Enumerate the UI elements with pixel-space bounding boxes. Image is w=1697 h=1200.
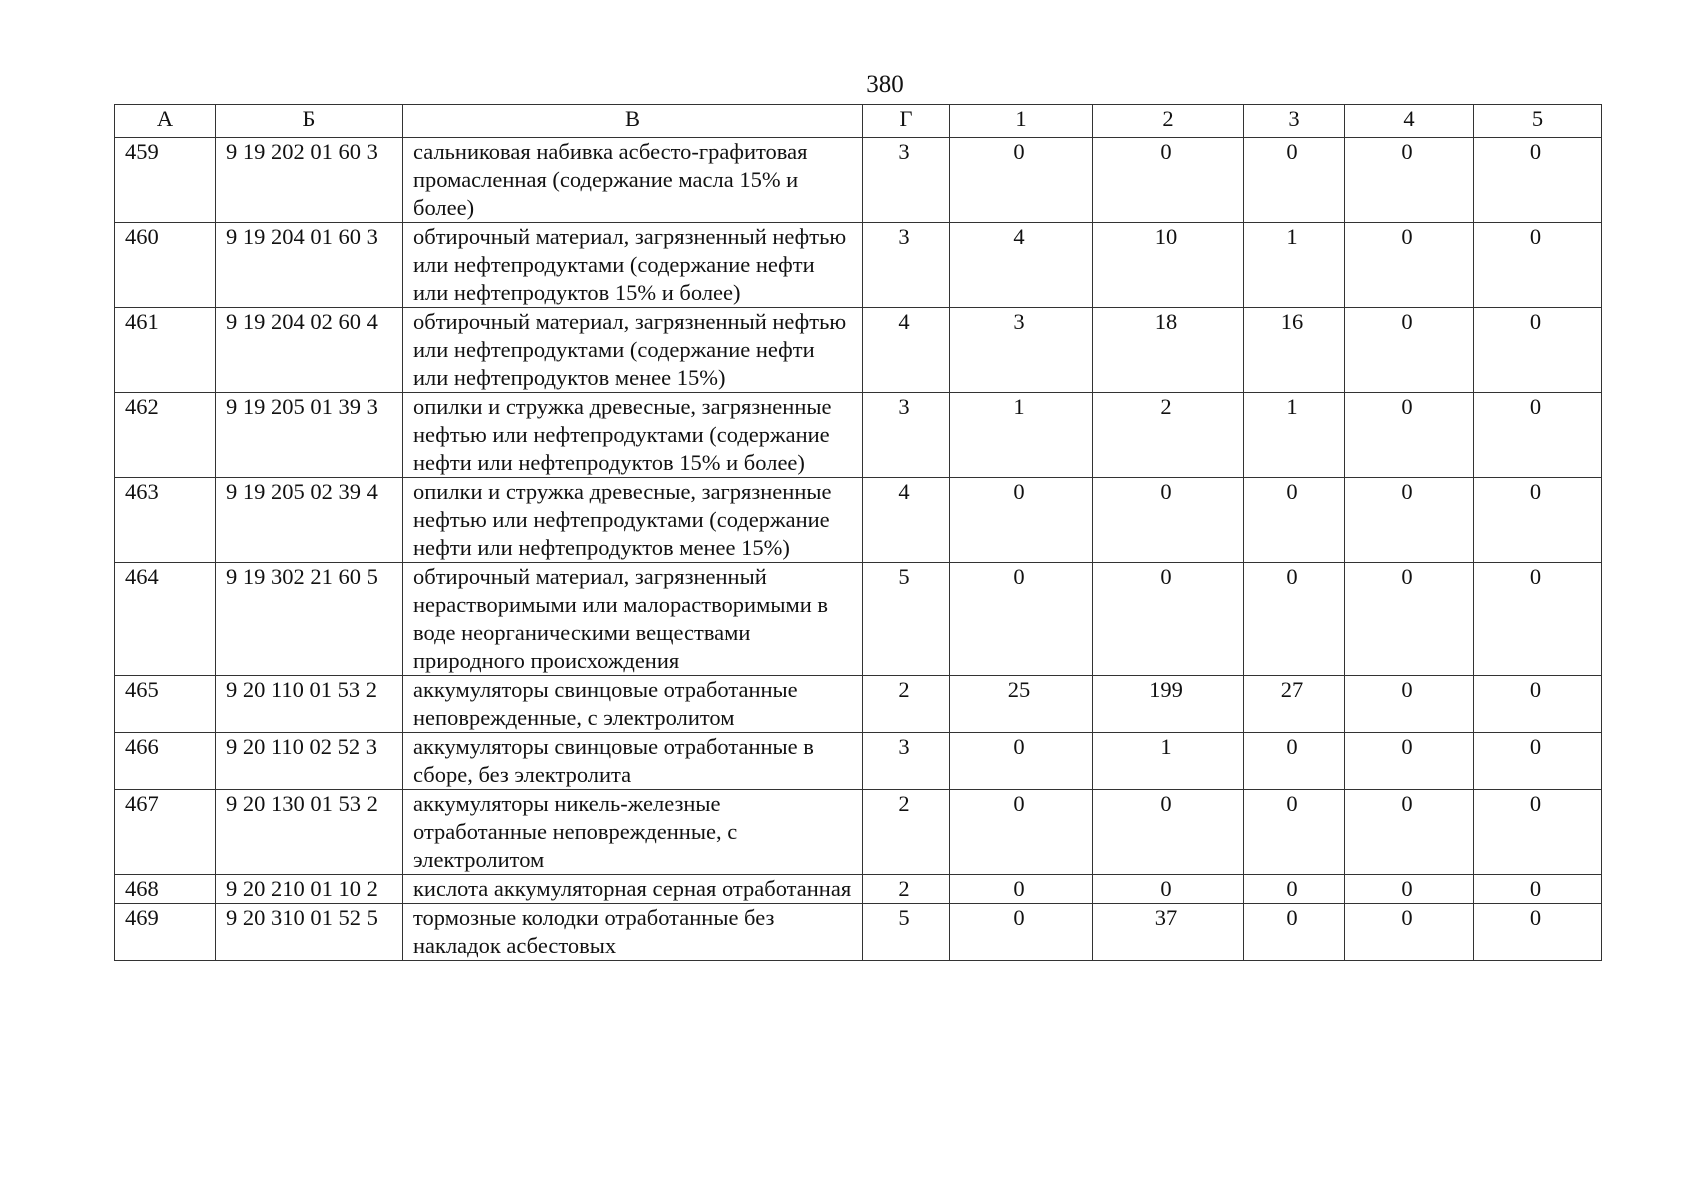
table-row — [115, 308, 1602, 393]
value-col-1: 0 — [950, 138, 1093, 223]
value-col-1: 0 — [950, 733, 1093, 790]
value-col-2: 0 — [1093, 875, 1244, 904]
value-col-2: 199 — [1093, 676, 1244, 733]
row-number: 462 — [115, 393, 216, 478]
value-col-4: 0 — [1345, 563, 1474, 676]
row-number: 464 — [115, 563, 216, 676]
waste-code: 9 20 110 02 52 3 — [216, 733, 403, 790]
table-row — [115, 676, 1602, 733]
value-col-4: 0 — [1345, 733, 1474, 790]
hazard-class: 5 — [863, 563, 950, 676]
waste-name: обтирочный материал, загрязненный нефтью или нефтепродуктами (содержание нефти или нефтепродуктов 15% и более) — [403, 223, 863, 308]
waste-name: аккумуляторы свинцовые отработанные неповрежденные, с электролитом — [403, 676, 863, 733]
value-col-5: 0 — [1474, 308, 1602, 393]
value-col-3: 0 — [1244, 733, 1345, 790]
value-col-3: 0 — [1244, 875, 1345, 904]
waste-name: кислота аккумуляторная серная отработанная — [403, 875, 863, 904]
waste-code: 9 20 210 01 10 2 — [216, 875, 403, 904]
table-row — [115, 563, 1602, 676]
value-col-3: 0 — [1244, 478, 1345, 563]
value-col-3: 1 — [1244, 223, 1345, 308]
row-number: 469 — [115, 904, 216, 961]
value-col-1: 0 — [950, 875, 1093, 904]
hazard-class: 2 — [863, 676, 950, 733]
hazard-class: 2 — [863, 875, 950, 904]
hazard-class: 3 — [863, 138, 950, 223]
row-number: 463 — [115, 478, 216, 563]
column-header: 3 — [1244, 105, 1345, 138]
hazard-class: 3 — [863, 733, 950, 790]
waste-code: 9 19 205 02 39 4 — [216, 478, 403, 563]
value-col-5: 0 — [1474, 676, 1602, 733]
waste-name: сальниковая набивка асбесто-графитовая промасленная (содержание масла 15% и более) — [403, 138, 863, 223]
waste-code: 9 19 204 01 60 3 — [216, 223, 403, 308]
column-header: 5 — [1474, 105, 1602, 138]
hazard-class: 3 — [863, 223, 950, 308]
value-col-1: 0 — [950, 478, 1093, 563]
waste-table — [114, 104, 1602, 961]
value-col-3: 1 — [1244, 393, 1345, 478]
row-number: 466 — [115, 733, 216, 790]
value-col-1: 4 — [950, 223, 1093, 308]
waste-name: опилки и стружка древесные, загрязненные нефтью или нефтепродуктами (содержание нефти или нефтепродуктов 15% и более) — [403, 393, 863, 478]
value-col-3: 0 — [1244, 904, 1345, 961]
value-col-5: 0 — [1474, 790, 1602, 875]
value-col-2: 10 — [1093, 223, 1244, 308]
waste-code: 9 20 130 01 53 2 — [216, 790, 403, 875]
value-col-5: 0 — [1474, 478, 1602, 563]
waste-code: 9 20 310 01 52 5 — [216, 904, 403, 961]
table-row — [115, 223, 1602, 308]
value-col-2: 0 — [1093, 478, 1244, 563]
value-col-1: 0 — [950, 563, 1093, 676]
table-header-row — [115, 105, 1602, 138]
value-col-1: 0 — [950, 790, 1093, 875]
waste-name: опилки и стружка древесные, загрязненные нефтью или нефтепродуктами (содержание нефти или нефтепродуктов менее 15%) — [403, 478, 863, 563]
value-col-2: 2 — [1093, 393, 1244, 478]
value-col-5: 0 — [1474, 138, 1602, 223]
column-header: 4 — [1345, 105, 1474, 138]
row-number: 459 — [115, 138, 216, 223]
table-row — [115, 478, 1602, 563]
value-col-5: 0 — [1474, 563, 1602, 676]
value-col-1: 1 — [950, 393, 1093, 478]
value-col-2: 0 — [1093, 790, 1244, 875]
row-number: 467 — [115, 790, 216, 875]
value-col-1: 25 — [950, 676, 1093, 733]
hazard-class: 3 — [863, 393, 950, 478]
row-number: 465 — [115, 676, 216, 733]
value-col-3: 0 — [1244, 790, 1345, 875]
waste-code: 9 19 204 02 60 4 — [216, 308, 403, 393]
value-col-5: 0 — [1474, 875, 1602, 904]
waste-name: обтирочный материал, загрязненный нефтью или нефтепродуктами (содержание нефти или нефтепродуктов менее 15%) — [403, 308, 863, 393]
value-col-3: 16 — [1244, 308, 1345, 393]
value-col-5: 0 — [1474, 733, 1602, 790]
value-col-4: 0 — [1345, 875, 1474, 904]
table-body — [115, 138, 1602, 961]
table-row — [115, 904, 1602, 961]
waste-name: тормозные колодки отработанные без накладок асбестовых — [403, 904, 863, 961]
column-header: 2 — [1093, 105, 1244, 138]
column-header: 1 — [950, 105, 1093, 138]
waste-code: 9 20 110 01 53 2 — [216, 676, 403, 733]
row-number: 460 — [115, 223, 216, 308]
value-col-3: 27 — [1244, 676, 1345, 733]
value-col-5: 0 — [1474, 393, 1602, 478]
column-header: Б — [216, 105, 403, 138]
column-header: В — [403, 105, 863, 138]
table-row — [115, 138, 1602, 223]
waste-code: 9 19 205 01 39 3 — [216, 393, 403, 478]
column-header: Г — [863, 105, 950, 138]
value-col-4: 0 — [1345, 790, 1474, 875]
value-col-4: 0 — [1345, 308, 1474, 393]
value-col-1: 3 — [950, 308, 1093, 393]
value-col-5: 0 — [1474, 904, 1602, 961]
waste-name: обтирочный материал, загрязненный нерастворимыми или малорастворимыми в воде неорганическими веществами природного происхождения — [403, 563, 863, 676]
value-col-2: 0 — [1093, 138, 1244, 223]
row-number: 468 — [115, 875, 216, 904]
column-header: А — [115, 105, 216, 138]
table-row — [115, 875, 1602, 904]
table-row — [115, 733, 1602, 790]
value-col-3: 0 — [1244, 138, 1345, 223]
value-col-2: 1 — [1093, 733, 1244, 790]
value-col-1: 0 — [950, 904, 1093, 961]
value-col-2: 0 — [1093, 563, 1244, 676]
hazard-class: 2 — [863, 790, 950, 875]
value-col-2: 37 — [1093, 904, 1244, 961]
value-col-2: 18 — [1093, 308, 1244, 393]
hazard-class: 5 — [863, 904, 950, 961]
page-number: 380 — [866, 71, 904, 98]
value-col-4: 0 — [1345, 478, 1474, 563]
waste-code: 9 19 202 01 60 3 — [216, 138, 403, 223]
hazard-class: 4 — [863, 308, 950, 393]
table-row — [115, 790, 1602, 875]
table-row — [115, 393, 1602, 478]
value-col-3: 0 — [1244, 563, 1345, 676]
value-col-4: 0 — [1345, 223, 1474, 308]
value-col-4: 0 — [1345, 904, 1474, 961]
waste-code: 9 19 302 21 60 5 — [216, 563, 403, 676]
waste-name: аккумуляторы никель-железные отработанные неповрежденные, с электролитом — [403, 790, 863, 875]
waste-name: аккумуляторы свинцовые отработанные в сборе, без электролита — [403, 733, 863, 790]
value-col-5: 0 — [1474, 223, 1602, 308]
row-number: 461 — [115, 308, 216, 393]
value-col-4: 0 — [1345, 138, 1474, 223]
value-col-4: 0 — [1345, 676, 1474, 733]
value-col-4: 0 — [1345, 393, 1474, 478]
hazard-class: 4 — [863, 478, 950, 563]
